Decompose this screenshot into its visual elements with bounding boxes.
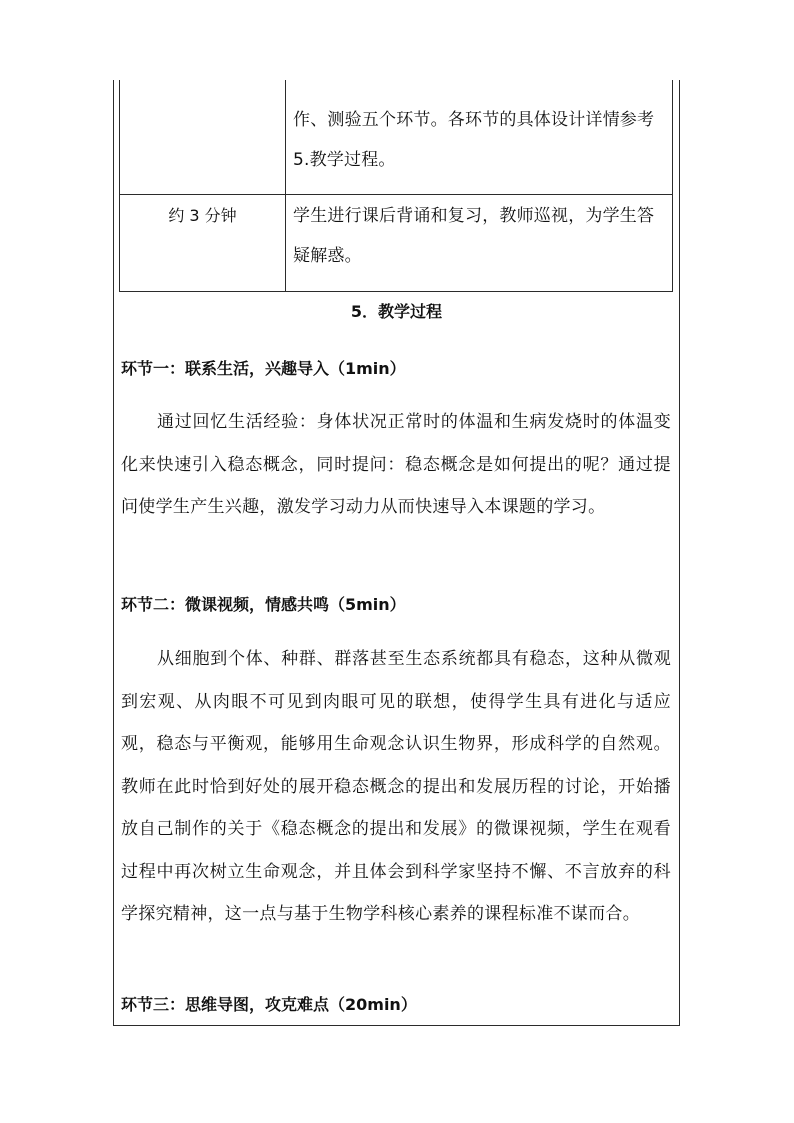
- table-row: [120, 194, 672, 291]
- column-divider: [285, 80, 286, 194]
- step-2-heading: 环节二：微课视频，情感共鸣（5min）: [121, 595, 406, 614]
- step-1-paragraph: 通过回忆生活经验：身体状况正常时的体温和生病发烧时的体温变化来快速引入稳态概念，同时提问：稳态概念是如何提出的呢？通过提问使学生产生兴趣，激发学习动力从而快速导入本课题的学习。: [121, 412, 671, 517]
- schedule-table: [119, 80, 673, 292]
- step-2-paragraph: 从细胞到个体、种群、群落甚至生态系统都具有稳态，这种从微观到宏观、从肉眼不可见到肉眼可见的联想，使得学生具有进化与适应观，稳态与平衡观，能够用生命观念认识生物界，形成科学的自然观。教师在此时恰到好处的展开稳态概念的提出和发展历程的讨论，开始播放自己制作的关于《稳态概念的提出和发展》的微课视频，学生在观看过程中再次树立生命观念，并且体会到科学家坚持不懈、不言放弃的科学探究精神，这一点与基于生物学科核心素养的课程标准不谋而合。: [121, 649, 671, 924]
- column-divider: [285, 194, 286, 291]
- time-cell: 约 3 分钟: [168, 206, 237, 225]
- section-title: 5．教学过程: [350, 302, 443, 321]
- table-row: [120, 80, 672, 195]
- step-1-heading: 环节一：联系生活，兴趣导入（1min）: [121, 359, 406, 378]
- description-cell: 作、测验五个环节。各环节的具体设计详情参考5.教学过程。: [293, 110, 655, 170]
- step-3-heading: 环节三：思维导图，攻克难点（20min）: [121, 995, 417, 1014]
- description-cell: 学生进行课后背诵和复习，教师巡视，为学生答疑解惑。: [293, 206, 655, 266]
